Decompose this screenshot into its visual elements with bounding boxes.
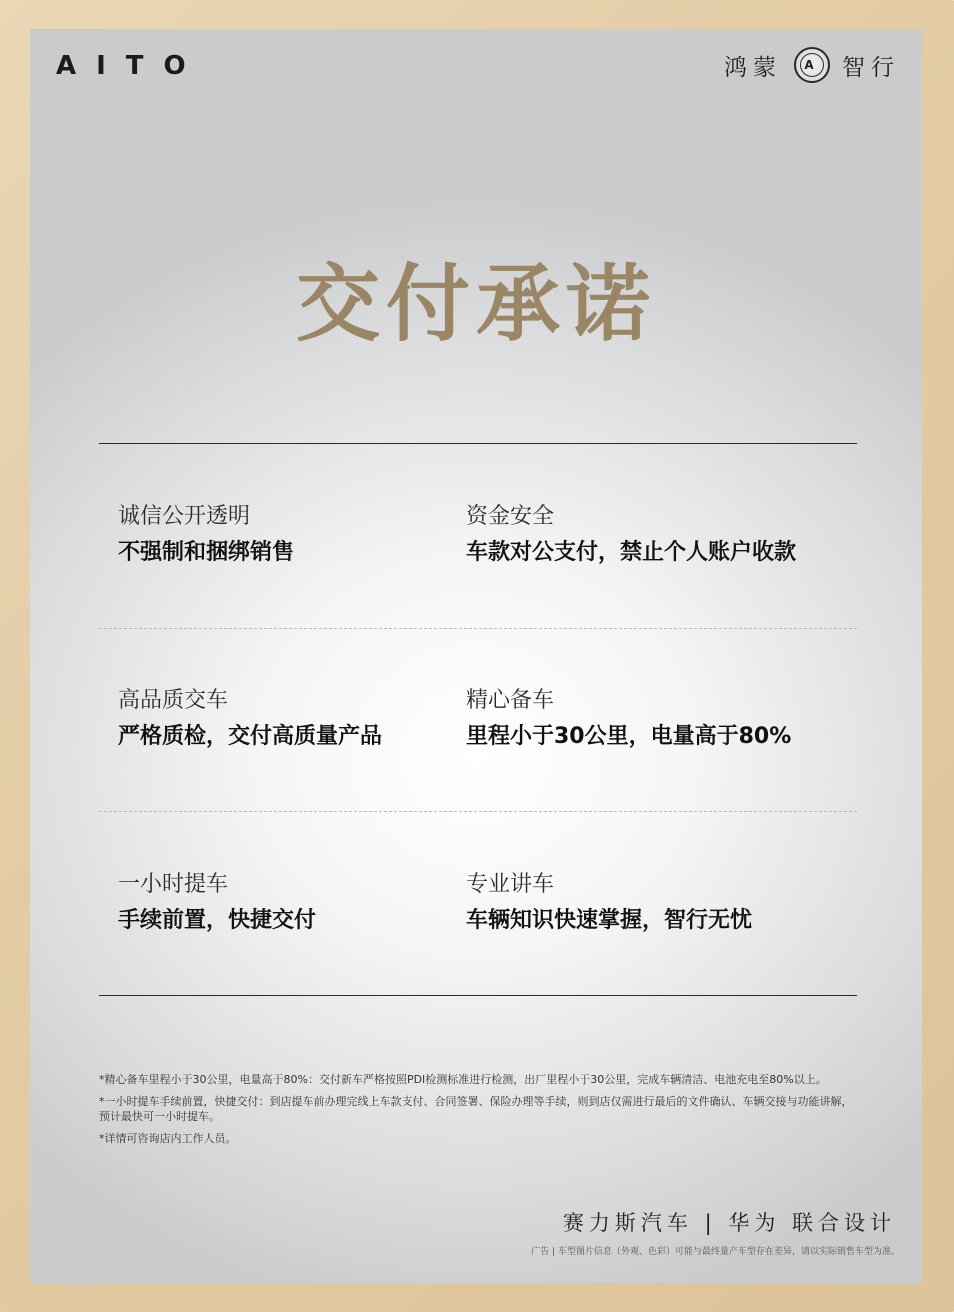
poster bbox=[30, 29, 922, 1283]
ad-disclaimer: 广告 | 车型图片信息（外观、色彩）可能与最终量产车型存在差异，请以实际销售车型为准。 bbox=[531, 1247, 900, 1257]
brand-emblem-icon bbox=[794, 47, 830, 83]
promise-item bbox=[118, 869, 518, 939]
promise-item bbox=[466, 869, 866, 939]
promise-desc: 车辆知识快速掌握，智行无忧 bbox=[466, 908, 753, 933]
promise-desc: 不强制和捆绑销售 bbox=[118, 540, 295, 565]
footnotes bbox=[99, 1072, 861, 1153]
footnote: *精心备车里程小于30公里，电量高于80%：交付新车严格按照PDI检测标准进行检测，出厂里程小于30公里，完成车辆清洁、电池充电至80%以上。 bbox=[99, 1073, 827, 1086]
row-divider bbox=[99, 628, 857, 629]
aito-logo: AITO bbox=[56, 51, 206, 81]
row-divider bbox=[99, 811, 857, 812]
top-divider bbox=[99, 443, 857, 444]
promise-label: 诚信公开透明 bbox=[118, 504, 251, 529]
promise-item bbox=[466, 501, 866, 571]
promise-label: 一小时提车 bbox=[118, 872, 229, 897]
page-title: 交付承诺 bbox=[295, 255, 656, 353]
promise-label: 专业讲车 bbox=[466, 872, 555, 897]
brand-right-text: 智行 bbox=[842, 54, 900, 81]
co-design-credit: 赛力斯汽车 | 华为 联合设计 bbox=[562, 1211, 896, 1235]
promise-item bbox=[466, 685, 866, 755]
footnote: *详情可咨询店内工作人员。 bbox=[99, 1132, 237, 1145]
promise-label: 精心备车 bbox=[466, 688, 555, 713]
promise-item bbox=[118, 685, 518, 755]
emblem-letter: A bbox=[800, 53, 824, 77]
harmony-brand bbox=[724, 45, 900, 85]
brand-left-text: 鸿蒙 bbox=[724, 54, 782, 81]
promise-desc: 手续前置，快捷交付 bbox=[118, 908, 317, 933]
promise-desc: 里程小于30公里，电量高于80% bbox=[466, 724, 792, 749]
promise-label: 高品质交车 bbox=[118, 688, 229, 713]
promise-desc: 严格质检，交付高质量产品 bbox=[118, 724, 383, 749]
promise-item bbox=[118, 501, 518, 571]
bottom-divider bbox=[99, 995, 857, 996]
promise-label: 资金安全 bbox=[466, 504, 555, 529]
promise-desc: 车款对公支付，禁止个人账户收款 bbox=[466, 540, 797, 565]
footnote: *一小时提车手续前置，快捷交付：到店提车前办理完线上车款支付、合同签署、保险办理等手续，则到店仅需进行最后的文件确认、车辆交接与功能讲解，预计最快可一小时提车。 bbox=[99, 1095, 853, 1123]
